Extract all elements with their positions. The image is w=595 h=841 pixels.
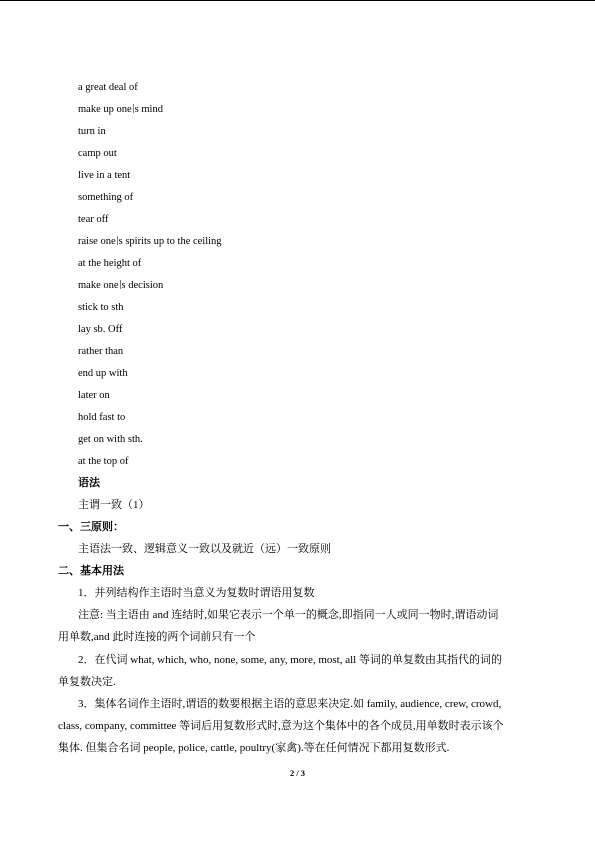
page-number: 2 / 3 [289,768,306,778]
phrase-item: later on [78,390,110,401]
phrase-item: live in a tent [78,170,131,181]
phrase-item: end up with [78,368,128,379]
phrase-item: a great deal of [78,82,138,93]
apostrophe-glyph [133,104,134,113]
phrase-item: something of [78,192,134,203]
phrase-item: make one s decision [78,280,164,291]
item-3-line-2: class, company, committee 等词后用复数形式时,意为这个集体中的各个成员,用单数时表示该个 [58,720,504,732]
phrase-item: camp out [78,148,117,159]
section1-text: 主语法一致、逻辑意义一致以及就近（远）一致原则 [78,543,331,555]
phrase-item: raise one s spirits up to the ceiling [78,236,222,247]
phrase-item: get on with sth. [78,434,143,445]
item-3-line-1: 3．集体名词作主语时,谓语的数要根据主语的意思来决定.如 family, audience, crew, crowd, [78,698,502,710]
apostrophe-glyph [120,280,121,289]
phrase-item: rather than [78,346,124,357]
phrase-item: tear off [78,214,109,225]
item-2-line-2: 单复数决定. [58,676,116,688]
top-rule [0,0,595,1]
note-line-2: 用单数,and 此时连接的两个词前只有一个 [58,631,256,643]
section1-title: 一、三原则： [58,521,124,533]
grammar-topic: 主谓一致（1） [78,499,150,511]
note-line-1: 注意: 当主语由 and 连结时,如果它表示一个单一的概念,即指同一人或同一物时,谓语动词 [78,609,499,621]
phrase-item: at the height of [78,258,142,269]
item-2-line-1: 2．在代词 what, which, who, none, some, any, more, most, all 等词的单复数由其指代的词的 [78,654,502,666]
phrase-item: make up one s mind [78,104,163,115]
item-1: 1．并列结构作主语时当意义为复数时谓语用复数 [78,587,315,599]
phrase-item: at the top of [78,456,129,467]
phrase-item: stick to sth [78,302,124,313]
section2-title: 二、基本用法 [58,565,124,577]
grammar-heading: 语法 [78,477,100,489]
item-3-line-3: 集体. 但集合名词 people, police, cattle, poultry(家禽).等在任何情况下都用复数形式. [58,742,450,754]
phrase-item: lay sb. Off [78,324,123,335]
apostrophe-glyph [117,236,118,245]
phrase-item: hold fast to [78,412,126,423]
phrase-item: turn in [78,126,106,137]
